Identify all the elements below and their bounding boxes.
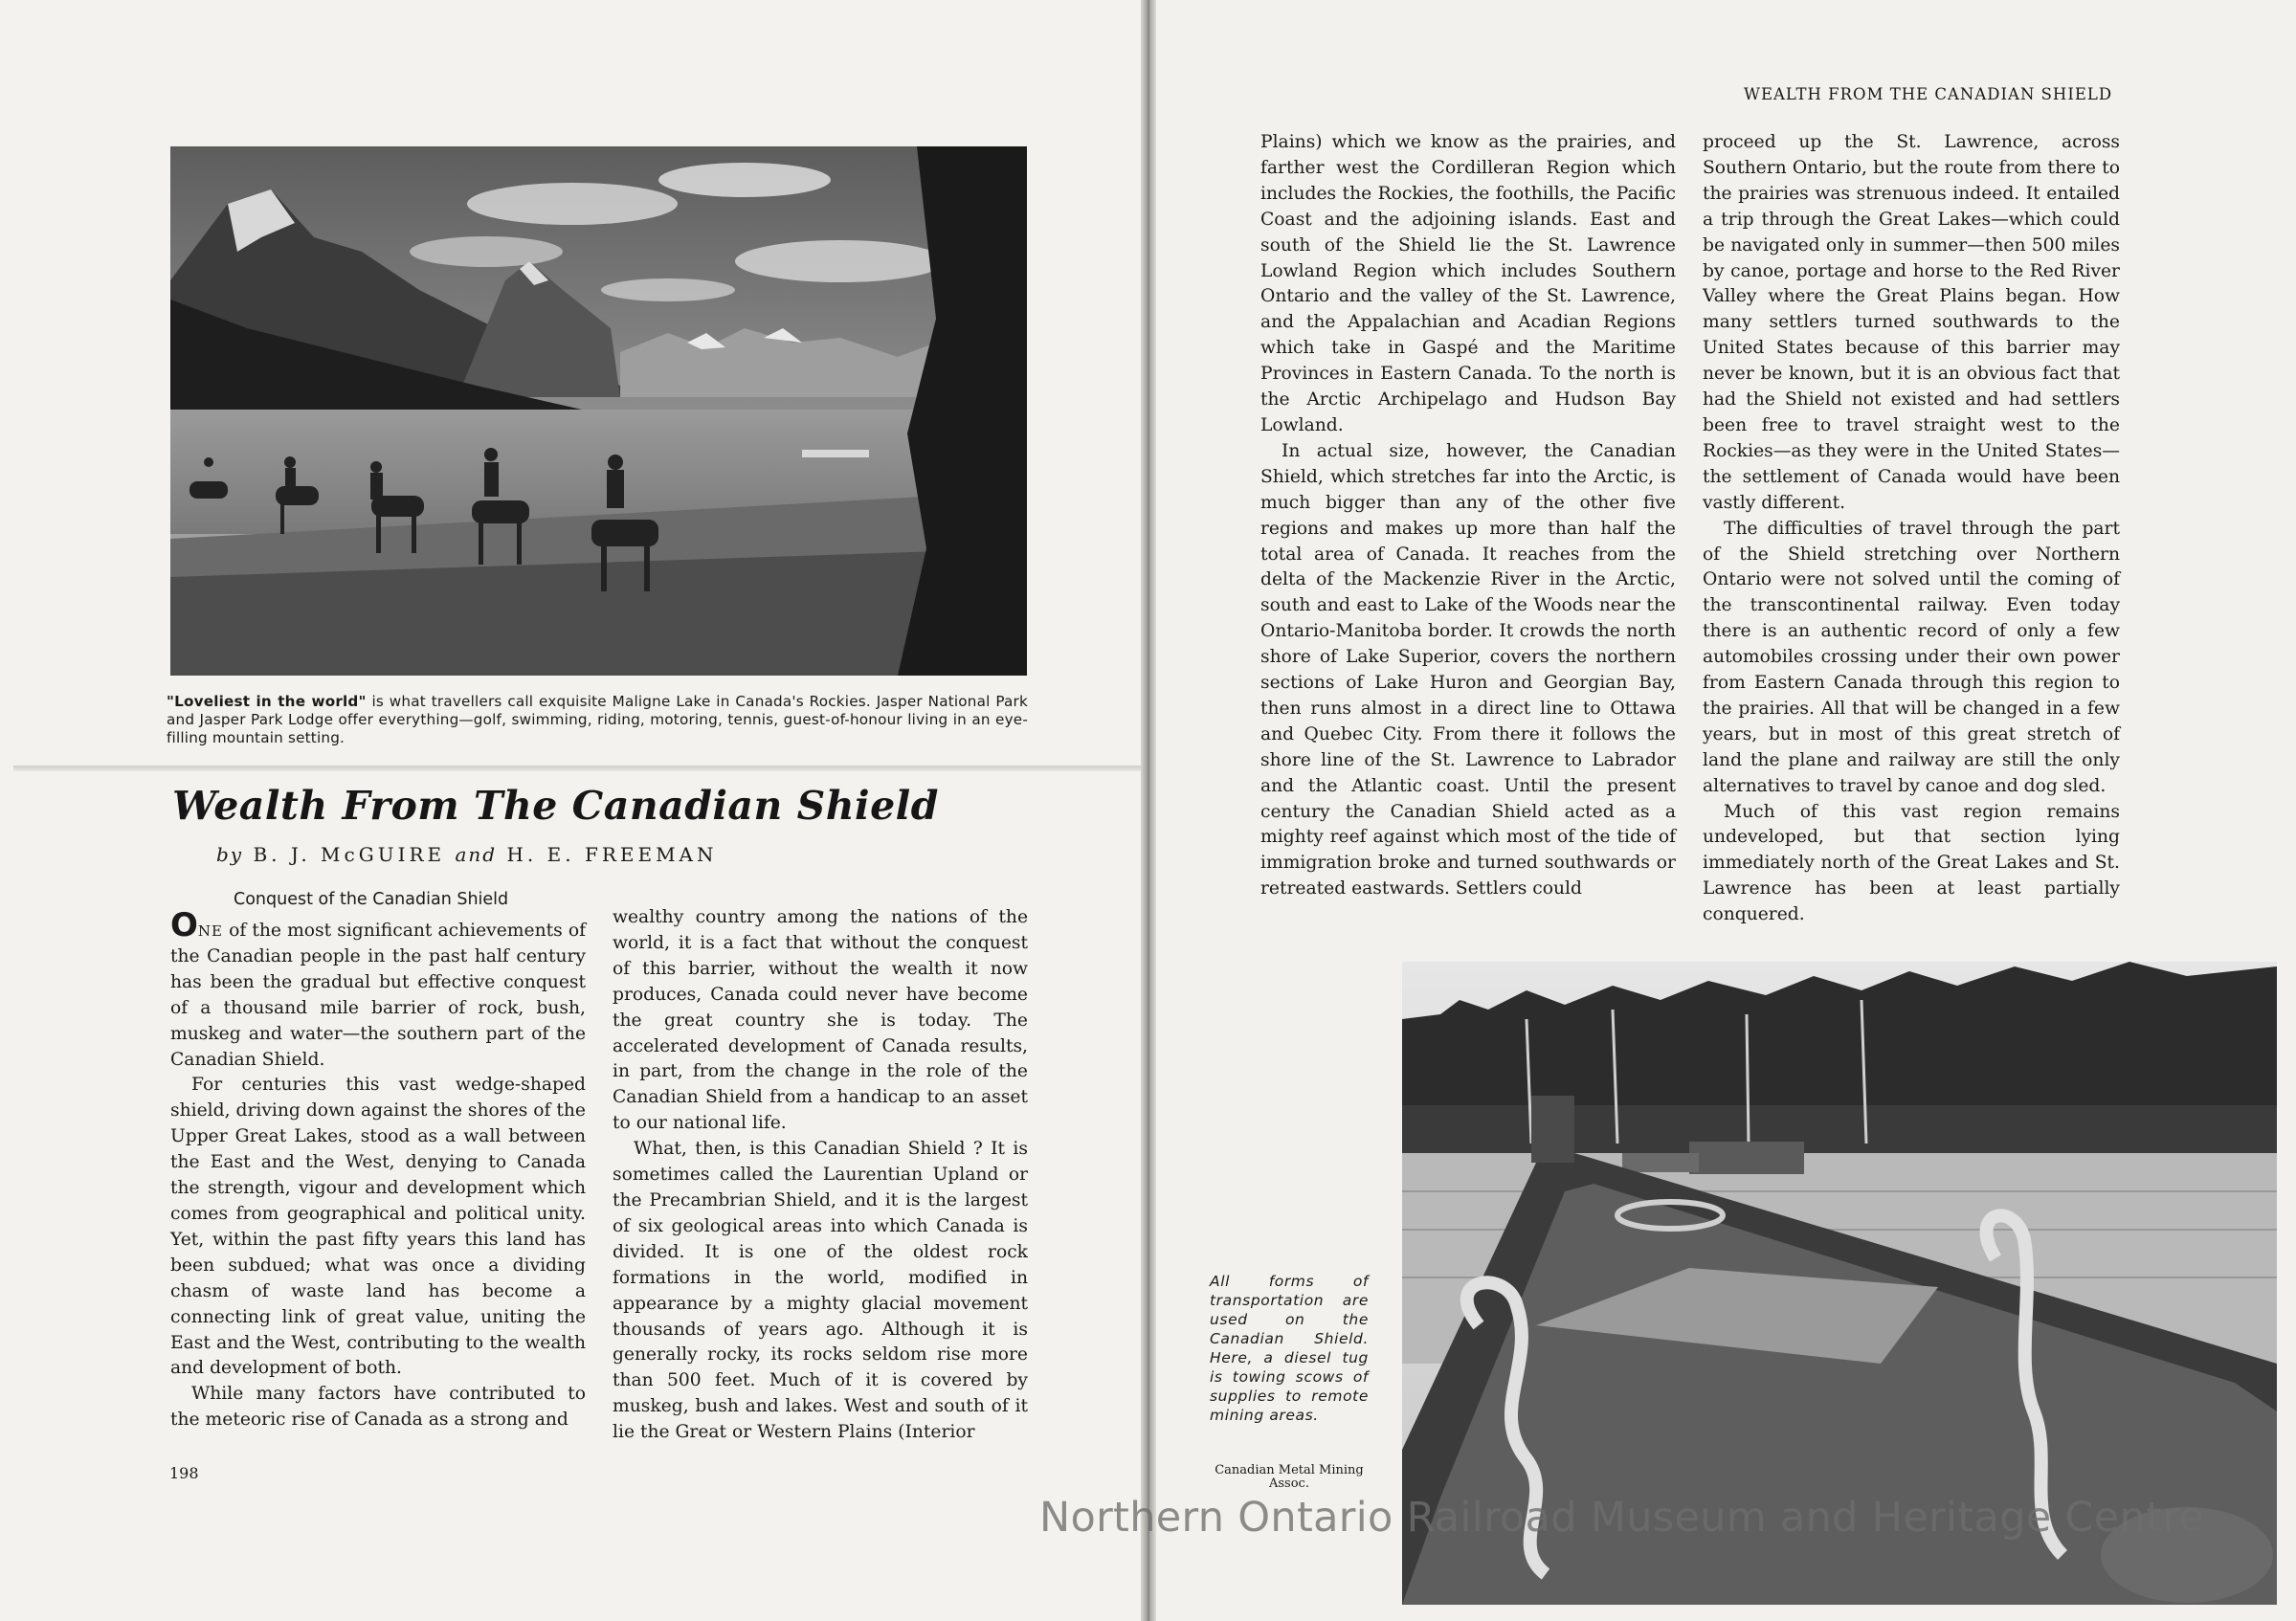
maligne-lake-image (170, 146, 1027, 676)
photo-credit (1208, 1464, 1371, 1491)
drop-cap: O (170, 906, 198, 944)
page-tear-line (13, 766, 1143, 771)
paragraph (170, 906, 586, 1073)
credit-line-2: Assoc. (1269, 1477, 1309, 1491)
small-caps-lead: NE (197, 922, 223, 940)
tug-photo-caption: All forms of transportation are used on the Canadian Shield. Here, a diesel tug is towing scows of supplies to remote mining areas. (1210, 1273, 1369, 1424)
maligne-lake-photo (170, 146, 1027, 676)
caption-quote: "Loveliest in the world" (167, 693, 367, 710)
lake-photo-caption (167, 693, 1028, 747)
paragraph: While many factors have contributed to the meteoric rise of Canada as a strong and (170, 1384, 586, 1431)
byline-author-2: H. E. FREEMAN (506, 843, 718, 866)
byline (216, 843, 718, 866)
paragraph: Plains) which we know as the prairies, and farther west the Cordilleran Region which includes the Rockies, the foothills, the Pacific Coast and the adjoining islands. East and south of the Shield lie the St. Lawrence Lowland Region which includes Southern Ontario and the valley of the St. Lawrence, and the Appalachian and Acadian Regions which take in Gaspé and the Maritime Provinces in Eastern Canada. To the north is the Arctic Archipelago and Hudson Bay Lowland. (1260, 132, 1676, 435)
paragraph: wealthy country among the nations of the world, it is a fact that without the conquest of this barrier, without the wealth it now produces, Canada could never have become the great country she is today. The accelerated development of Canada results, in part, from the change in the role of the Canadian Shield from a handicap to an asset to our national life. (613, 907, 1028, 1134)
byline-author-1: B. J. McGUIRE (253, 843, 446, 866)
left-page (0, 0, 1147, 1621)
page-number: 198 (169, 1464, 199, 1482)
column-1 (170, 906, 586, 1433)
paragraph: The difficulties of travel through the part of the Shield stretching over Northern Ontario were not solved until the coming of the transcontinental railway. Even today there is an authentic record of only a few automobiles crossing under their own power from Eastern Canada through this region to the prairies. All that will be changed in a few years, but in most of this great stretch of land the plane and railway are still the only alternatives to travel by canoe and dog sled. (1703, 518, 2120, 796)
byline-by: by (216, 843, 244, 866)
section-heading: Conquest of the Canadian Shield (234, 890, 509, 909)
paragraph: What, then, is this Canadian Shield ? It is sometimes called the Laurentian Upland or the Precambrian Shield, and it is the largest of six geological areas into which Canada is divided. It is one of the oldest rock formations in the world, modified in appearance by a mighty glacial movement thousands of years ago. Although it is generally rocky, its rocks seldom rise more than 500 feet. Much of it is covered by muskeg, bush and lakes. West and south of it lie the Great or Western Plains (Interior (613, 1139, 1028, 1443)
byline-and: and (455, 843, 498, 866)
credit-line-1: Canadian Metal Mining (1215, 1463, 1364, 1477)
column-2 (613, 905, 1028, 1446)
paragraph: proceed up the St. Lawrence, across Southern Ontario, but the route from there to the prairies was strenuous indeed. It entailed a trip through the Great Lakes—which could be navigated only in summer—then 500 miles by canoe, portage and horse to the Red River Valley where the Great Plains began. How many settlers turned southwards to the United States because of this barrier may never be known, but it is an obvious fact that had the Shield not existed and had settlers been free to travel straight west to the Rockies—as they were in the United States—the settlement of Canada would have been vastly different. (1703, 132, 2120, 513)
article-title: Wealth From The Canadian Shield (172, 783, 939, 829)
column-3 (1260, 130, 1676, 902)
running-head: WEALTH FROM THE CANADIAN SHIELD (1744, 85, 2113, 103)
right-page (1151, 0, 2296, 1621)
paragraph: Much of this vast region remains undeveloped, but that section lying immediately north of the Great Lakes and St. Lawrence has been at least partially conquered. (1703, 801, 2120, 925)
paragraph: In actual size, however, the Canadian Shield, which stretches far into the Arctic, is much bigger than any of the other five regions and makes up more than half the total area of Canada. It reaches from the delta of the Mackenzie River in the Arctic, south and east to Lake of the Woods near the Ontario-Manitoba border. It crowds the north shore of Lake Superior, covers the northern sections of Lake Huron and Georgian Bay, then runs almost in a direct line to Ottawa and Quebec City. From there it follows the shore line of the St. Lawrence to Labrador and the Atlantic coast. Until the present century the Canadian Shield acted as a mighty reef against which most of the tide of immigration broke and turned southwards or retreated eastwards. Settlers could (1260, 440, 1676, 899)
column-4 (1703, 130, 2120, 928)
book-spine (1141, 0, 1156, 1621)
paragraph: For centuries this vast wedge-shaped shield, driving down against the shores of the Upper Great Lakes, stood as a wall between the East and the West, denying to Canada the strength, vigour and development which comes from geographical and political unity. Yet, within the past fifty years this land has been subdued; what was once a dividing chasm of waste land has become a connecting link of great value, uniting the East and the West, contributing to the wealth and development of both. (170, 1075, 586, 1379)
caption-body: is what travellers call exquisite Maligne Lake in Canada's Rockies. Jasper National Park and Jasper Park Lodge offer everything—golf, swimming, riding, motoring, tennis, guest-of-honour living in an eye-filling mountain setting. (167, 693, 1028, 746)
watermark: Northern Ontario Railroad Museum and Heritage Centre (1039, 1494, 2205, 1542)
paragraph-text: of the most significant achievements of the Canadian people in the past half century has been the gradual but effective conquest of a thousand mile barrier of rock, bush, muskeg and water—the southern part of the Canadian Shield. (170, 921, 586, 1070)
